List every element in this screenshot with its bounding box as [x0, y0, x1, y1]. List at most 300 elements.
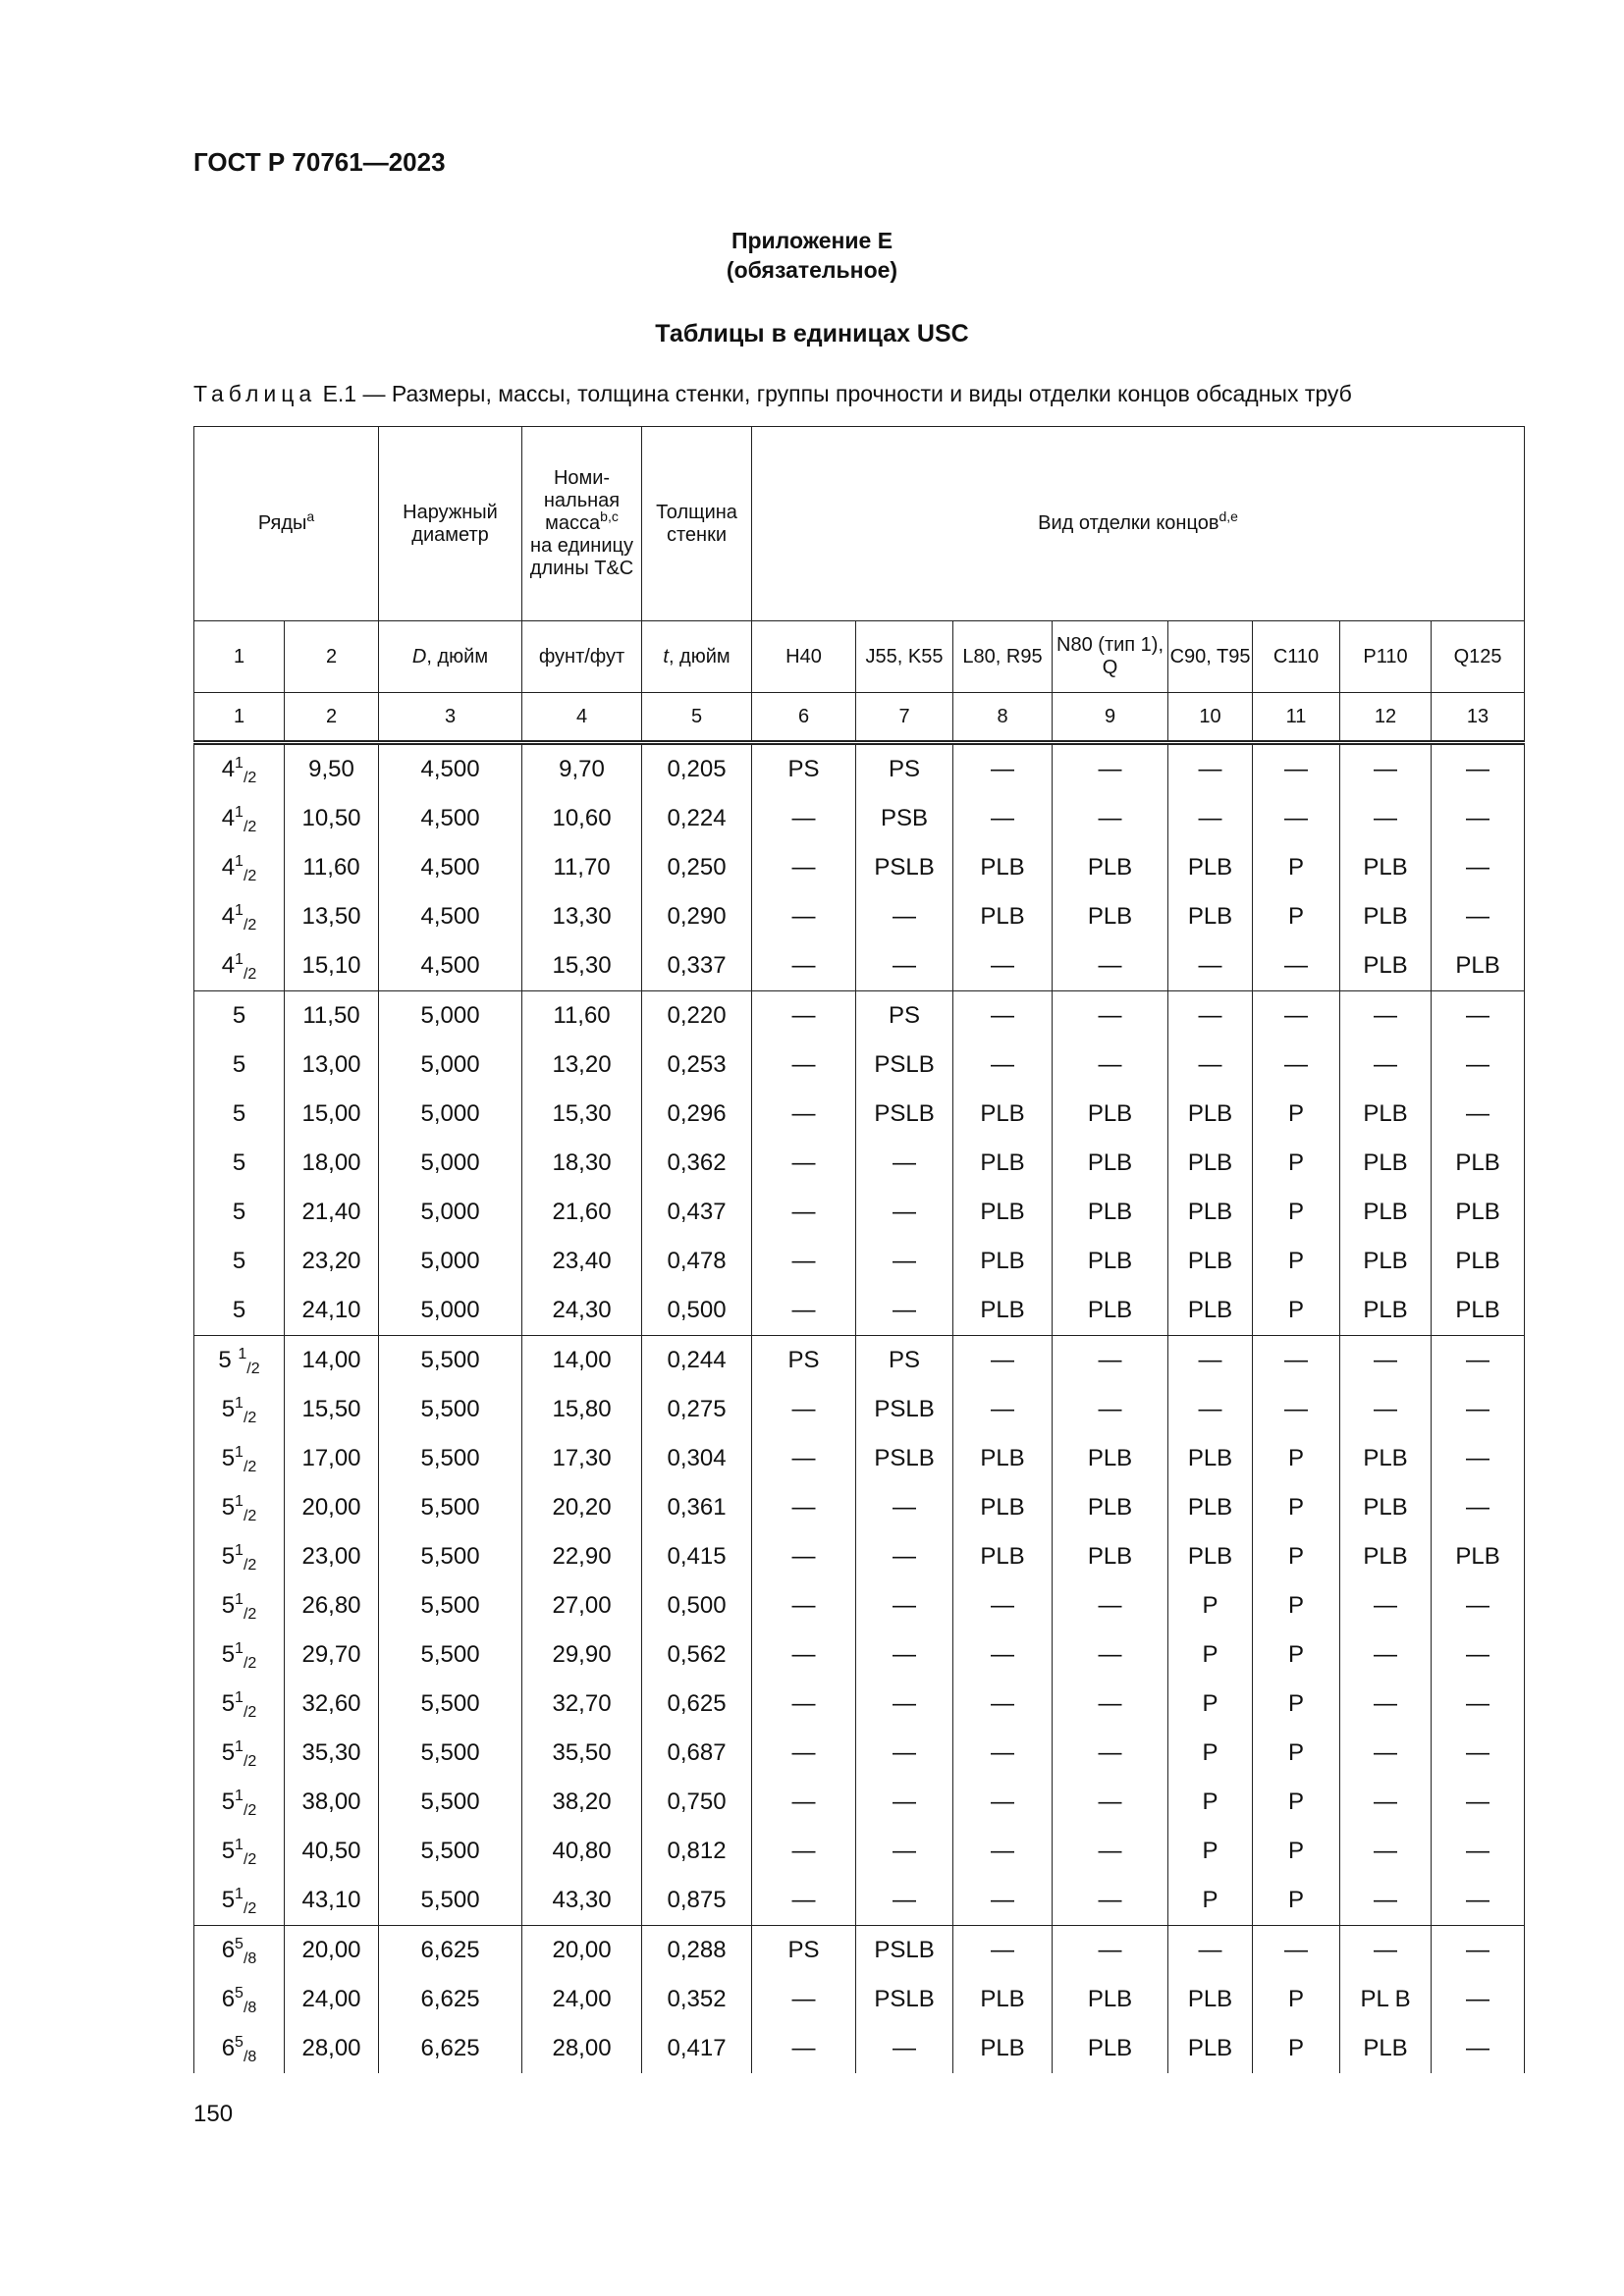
table-cell: 14,00: [285, 1336, 379, 1386]
table-cell: —: [1253, 1041, 1340, 1090]
table-cell: 11,50: [285, 991, 379, 1041]
table-cell: —: [1432, 1926, 1525, 1976]
table-cell: 6,625: [379, 2024, 522, 2073]
row-size-cell: 5: [194, 1090, 285, 1139]
table-cell: —: [1432, 1827, 1525, 1876]
table-cell: —: [752, 1876, 856, 1926]
table-cell: 5,000: [379, 1188, 522, 1237]
table-cell: P: [1253, 1483, 1340, 1532]
table-cell: PLB: [953, 1188, 1053, 1237]
row-size-cell: 5: [194, 1139, 285, 1188]
table-cell: 24,00: [285, 1975, 379, 2024]
table-cell: 5,500: [379, 1876, 522, 1926]
table-cell: 28,00: [522, 2024, 642, 2073]
table-cell: PLB: [1432, 1237, 1525, 1286]
table-cell: 0,304: [642, 1434, 752, 1483]
table-row: [194, 1286, 1525, 1336]
table-caption-prefix: Таблица: [193, 381, 317, 406]
table-cell: —: [953, 1827, 1053, 1876]
table-cell: 29,90: [522, 1630, 642, 1680]
table-cell: PLB: [1168, 1090, 1253, 1139]
table-cell: —: [752, 1286, 856, 1336]
table-cell: PLB: [1053, 1975, 1168, 2024]
table-cell: 26,80: [285, 1581, 379, 1630]
table-cell: 5,500: [379, 1581, 522, 1630]
table-cell: —: [1253, 1336, 1340, 1386]
row-size-cell: $4^1_{/2}$: [194, 892, 285, 941]
table-cell: 0,352: [642, 1975, 752, 2024]
header-finish-note: d,e: [1218, 508, 1238, 524]
table-cell: —: [752, 2024, 856, 2073]
table-row: [194, 1876, 1525, 1926]
table-cell: —: [856, 1581, 953, 1630]
table-cell: —: [1432, 1975, 1525, 2024]
table-cell: PLB: [953, 1237, 1053, 1286]
table-cell: 0,361: [642, 1483, 752, 1532]
table-cell: PLB: [953, 892, 1053, 941]
table-cell: P: [1253, 2024, 1340, 2073]
header2-cell: 2: [285, 621, 379, 693]
column-number: 10: [1168, 693, 1253, 743]
table-cell: 0,224: [642, 794, 752, 843]
table-cell: PLB: [1053, 1483, 1168, 1532]
table-row: [194, 941, 1525, 991]
table-cell: —: [752, 1680, 856, 1729]
table-cell: —: [856, 1237, 953, 1286]
column-number: 7: [856, 693, 953, 743]
table-cell: P: [1253, 1778, 1340, 1827]
row-size-cell: $4^1_{/2}$: [194, 843, 285, 892]
fraction-denominator: /2: [243, 1606, 257, 1623]
table-cell: P: [1253, 1827, 1340, 1876]
table-cell: —: [1432, 1778, 1525, 1827]
fraction-denominator: /8: [243, 2049, 257, 2065]
table-cell: —: [1340, 1778, 1432, 1827]
table-cell: 0,687: [642, 1729, 752, 1778]
table-cell: 38,20: [522, 1778, 642, 1827]
table-header-row-3: [194, 693, 1525, 743]
table-cell: P: [1253, 1729, 1340, 1778]
table-cell: PLB: [953, 1975, 1053, 2024]
table-row: [194, 1975, 1525, 2024]
table-row: [194, 1385, 1525, 1434]
table-cell: 0,205: [642, 743, 752, 795]
table-cell: P: [1168, 1827, 1253, 1876]
table-cell: PLB: [1053, 1090, 1168, 1139]
table-cell: PLB: [1340, 1286, 1432, 1336]
fraction-numerator: 5: [235, 2034, 244, 2051]
table-cell: —: [752, 1434, 856, 1483]
header-thickness: Толщина стенки: [642, 427, 752, 621]
table-cell: PSLB: [856, 1385, 953, 1434]
fraction-denominator: /8: [243, 1950, 257, 1967]
table-row: [194, 1680, 1525, 1729]
row-size-cell: $6^5_{/8}$: [194, 1975, 285, 2024]
row-size-cell: 5: [194, 1188, 285, 1237]
table-cell: —: [1432, 1876, 1525, 1926]
table-row: [194, 991, 1525, 1041]
fraction-numerator: 1: [235, 1542, 244, 1559]
table-cell: PLB: [1340, 843, 1432, 892]
table-cell: 5,000: [379, 1139, 522, 1188]
row-size-cell: $4^1_{/2}$: [194, 743, 285, 795]
row-size-cell: $5^1_{/2}$: [194, 1434, 285, 1483]
fraction-numerator: 1: [235, 1591, 244, 1608]
table-cell: —: [752, 1237, 856, 1286]
table-cell: —: [856, 1188, 953, 1237]
table-cell: —: [1053, 1680, 1168, 1729]
table-caption: [193, 381, 1352, 407]
table-cell: —: [856, 892, 953, 941]
table-cell: —: [953, 941, 1053, 991]
table-cell: —: [856, 1532, 953, 1581]
header-mass-note: b,c: [600, 508, 619, 524]
row-size-cell: $6^5_{/8}$: [194, 1926, 285, 1976]
fraction-numerator: 1: [235, 804, 244, 821]
table-cell: P: [1168, 1876, 1253, 1926]
section-title: Таблицы в единицах USC: [655, 320, 969, 347]
table-cell: —: [1053, 1581, 1168, 1630]
table-cell: PSLB: [856, 1090, 953, 1139]
table-cell: 0,288: [642, 1926, 752, 1976]
table-caption-text: Е.1 — Размеры, массы, толщина стенки, группы прочности и виды отделки концов обсадных труб: [322, 381, 1352, 406]
table-cell: PLB: [1340, 892, 1432, 941]
table-cell: —: [1340, 794, 1432, 843]
table-cell: —: [1432, 1090, 1525, 1139]
table-cell: —: [856, 1778, 953, 1827]
header2-cell: D, дюйм: [379, 621, 522, 693]
table-cell: PL B: [1340, 1975, 1432, 2024]
table-cell: PLB: [1053, 2024, 1168, 2073]
table-cell: 6,625: [379, 1926, 522, 1976]
table-row: [194, 1336, 1525, 1386]
table-cell: PLB: [953, 843, 1053, 892]
table-cell: —: [752, 1827, 856, 1876]
table-cell: —: [856, 1139, 953, 1188]
table-cell: 0,812: [642, 1827, 752, 1876]
table-row: [194, 1483, 1525, 1532]
table-cell: 0,337: [642, 941, 752, 991]
table-cell: —: [752, 1975, 856, 2024]
table-cell: —: [953, 1041, 1053, 1090]
table-cell: —: [953, 1680, 1053, 1729]
table-cell: 0,275: [642, 1385, 752, 1434]
table-row: [194, 1188, 1525, 1237]
table-cell: PLB: [1168, 892, 1253, 941]
table-cell: —: [1432, 1434, 1525, 1483]
column-number: 13: [1432, 693, 1525, 743]
column-number: 12: [1340, 693, 1432, 743]
fraction-numerator: 1: [235, 951, 244, 968]
table-cell: —: [856, 1286, 953, 1336]
table-cell: 11,70: [522, 843, 642, 892]
table-cell: —: [1053, 1876, 1168, 1926]
fraction-numerator: 5: [235, 1936, 244, 1952]
table-cell: PLB: [1168, 2024, 1253, 2073]
table-cell: —: [856, 1680, 953, 1729]
table-row: [194, 1041, 1525, 1090]
header-finish-label: Вид отделки концов: [1038, 512, 1219, 534]
table-cell: —: [1053, 1827, 1168, 1876]
column-number: 4: [522, 693, 642, 743]
table-cell: —: [1253, 941, 1340, 991]
table-cell: —: [1432, 1483, 1525, 1532]
table-cell: 5,500: [379, 1680, 522, 1729]
table-cell: —: [752, 1139, 856, 1188]
table-cell: 5,500: [379, 1385, 522, 1434]
table-header-row-1: [194, 427, 1525, 621]
table-row: [194, 794, 1525, 843]
table-cell: 13,30: [522, 892, 642, 941]
fraction-denominator: /2: [243, 917, 257, 934]
table-cell: 4,500: [379, 843, 522, 892]
table-cell: PLB: [1340, 941, 1432, 991]
fraction-denominator: /2: [243, 770, 257, 786]
row-size-cell: 5: [194, 1041, 285, 1090]
table-cell: 11,60: [522, 991, 642, 1041]
table-row: [194, 1581, 1525, 1630]
header-mass-rest: на единицу длины T&C: [529, 535, 634, 579]
table-cell: P: [1168, 1778, 1253, 1827]
table-cell: —: [953, 1385, 1053, 1434]
table-cell: 13,00: [285, 1041, 379, 1090]
table-cell: 13,50: [285, 892, 379, 941]
table-cell: —: [1340, 1041, 1432, 1090]
table-cell: 5,500: [379, 1778, 522, 1827]
table-cell: P: [1253, 1090, 1340, 1139]
table-cell: —: [1053, 1729, 1168, 1778]
table-cell: P: [1253, 1434, 1340, 1483]
table-cell: PLB: [1168, 843, 1253, 892]
column-number: 5: [642, 693, 752, 743]
table-cell: —: [752, 941, 856, 991]
table-cell: —: [856, 1827, 953, 1876]
table-cell: PLB: [1053, 843, 1168, 892]
table-cell: —: [1432, 743, 1525, 795]
table-cell: 32,60: [285, 1680, 379, 1729]
table-cell: PS: [752, 1926, 856, 1976]
table-cell: 4,500: [379, 794, 522, 843]
fraction-numerator: 1: [235, 1493, 244, 1510]
table-cell: 28,00: [285, 2024, 379, 2073]
fraction-denominator: /2: [243, 1753, 257, 1770]
table-cell: 23,40: [522, 1237, 642, 1286]
table-row: [194, 1778, 1525, 1827]
fraction-denominator: /2: [243, 868, 257, 884]
table-cell: 13,20: [522, 1041, 642, 1090]
table-cell: P: [1253, 843, 1340, 892]
table-row: [194, 892, 1525, 941]
column-number: 1: [194, 693, 285, 743]
row-size-cell: $5^1_{/2}$: [194, 1483, 285, 1532]
row-size-cell: $5^1_{/2}$: [194, 1729, 285, 1778]
table-cell: —: [1253, 1926, 1340, 1976]
fraction-numerator: 1: [235, 1837, 244, 1853]
header2-cell: фунт/фут: [522, 621, 642, 693]
row-size-cell: $5^1_{/2}$: [194, 1876, 285, 1926]
table-cell: —: [1053, 1336, 1168, 1386]
table-cell: P: [1253, 1188, 1340, 1237]
table-cell: PLB: [953, 2024, 1053, 2073]
table-cell: —: [953, 1876, 1053, 1926]
table-cell: —: [1168, 743, 1253, 795]
header2-cell: C90, T95: [1168, 621, 1253, 693]
row-size-cell: 5: [194, 991, 285, 1041]
fraction-denominator: /2: [243, 1508, 257, 1524]
table-cell: 0,417: [642, 2024, 752, 2073]
table-cell: P: [1253, 1139, 1340, 1188]
table-cell: P: [1253, 1975, 1340, 2024]
table-cell: 4,500: [379, 892, 522, 941]
row-size-cell: $5^1_{/2}$: [194, 1581, 285, 1630]
table-cell: 15,10: [285, 941, 379, 991]
fraction-denominator: /2: [246, 1361, 260, 1377]
header2-cell: H40: [752, 621, 856, 693]
fraction-denominator: /2: [243, 1851, 257, 1868]
table-cell: 40,50: [285, 1827, 379, 1876]
table-cell: —: [1340, 1827, 1432, 1876]
header2-cell: L80, R95: [953, 621, 1053, 693]
fraction-numerator: 1: [235, 902, 244, 919]
table-cell: 40,80: [522, 1827, 642, 1876]
table-cell: —: [1168, 794, 1253, 843]
header2-cell: t, дюйм: [642, 621, 752, 693]
fraction-denominator: /2: [243, 1557, 257, 1574]
table-cell: 5,000: [379, 1237, 522, 1286]
fraction-numerator: 1: [235, 1886, 244, 1902]
row-size-cell: $5^1_{/2}$: [194, 1827, 285, 1876]
table-cell: 5,500: [379, 1729, 522, 1778]
table-cell: 17,30: [522, 1434, 642, 1483]
row-size-cell: $5^1_{/2}$: [194, 1385, 285, 1434]
table-cell: 15,80: [522, 1385, 642, 1434]
table-cell: 0,253: [642, 1041, 752, 1090]
table-cell: P: [1168, 1630, 1253, 1680]
fraction-denominator: /2: [243, 1655, 257, 1672]
table-cell: —: [856, 2024, 953, 2073]
table-cell: PLB: [953, 1090, 1053, 1139]
table-cell: 4,500: [379, 941, 522, 991]
table-row: [194, 1532, 1525, 1581]
fraction-numerator: 5: [235, 1985, 244, 2002]
table-cell: P: [1253, 1680, 1340, 1729]
table-cell: —: [1340, 1729, 1432, 1778]
table-cell: 18,00: [285, 1139, 379, 1188]
table-cell: —: [752, 991, 856, 1041]
table-cell: PS: [856, 743, 953, 795]
row-size-cell: $5^1_{/2}$: [194, 1532, 285, 1581]
table-cell: PS: [752, 1336, 856, 1386]
table-cell: —: [1168, 1336, 1253, 1386]
table-cell: —: [752, 1532, 856, 1581]
table-cell: 0,437: [642, 1188, 752, 1237]
table-cell: —: [1432, 892, 1525, 941]
table-cell: P: [1168, 1729, 1253, 1778]
table-row: [194, 1434, 1525, 1483]
table-row: [194, 1139, 1525, 1188]
table-row: [194, 1090, 1525, 1139]
table-cell: PLB: [1168, 1286, 1253, 1336]
table-cell: PLB: [1432, 1188, 1525, 1237]
table-cell: —: [752, 794, 856, 843]
table-cell: 11,60: [285, 843, 379, 892]
table-cell: P: [1253, 892, 1340, 941]
table-row: [194, 1630, 1525, 1680]
table-cell: —: [1053, 991, 1168, 1041]
table-cell: PLB: [1340, 1483, 1432, 1532]
table-cell: P: [1253, 1876, 1340, 1926]
table-cell: PLB: [1432, 1532, 1525, 1581]
table-cell: 5,500: [379, 1483, 522, 1532]
table-cell: —: [1053, 941, 1168, 991]
table-cell: —: [1432, 843, 1525, 892]
header2-cell: Q125: [1432, 621, 1525, 693]
table-cell: —: [1432, 2024, 1525, 2073]
table-cell: 0,250: [642, 843, 752, 892]
table-cell: 5,500: [379, 1434, 522, 1483]
fraction-denominator: /2: [243, 1802, 257, 1819]
fraction-numerator: 1: [235, 1689, 244, 1706]
table-cell: 5,000: [379, 991, 522, 1041]
table-cell: 24,30: [522, 1286, 642, 1336]
table-cell: 35,50: [522, 1729, 642, 1778]
table-cell: —: [752, 1188, 856, 1237]
table-cell: —: [1432, 991, 1525, 1041]
fraction-denominator: /2: [243, 1459, 257, 1475]
table-row: [194, 1827, 1525, 1876]
table-cell: —: [856, 1876, 953, 1926]
table-cell: —: [1432, 1729, 1525, 1778]
table-cell: —: [1053, 1385, 1168, 1434]
table-cell: —: [1432, 1385, 1525, 1434]
table-cell: 23,20: [285, 1237, 379, 1286]
table-cell: PSLB: [856, 1434, 953, 1483]
table-row: [194, 1926, 1525, 1976]
row-size-cell: $6^5_{/8}$: [194, 2024, 285, 2073]
fraction-numerator: 1: [235, 755, 244, 772]
table-cell: —: [953, 1926, 1053, 1976]
header-diameter: Наружный диаметр: [379, 427, 522, 621]
table-cell: PSLB: [856, 1041, 953, 1090]
fraction-numerator: 1: [235, 1738, 244, 1755]
table-cell: —: [1053, 743, 1168, 795]
table-cell: P: [1168, 1680, 1253, 1729]
table-cell: 5,000: [379, 1286, 522, 1336]
table-cell: PLB: [1053, 1532, 1168, 1581]
table-cell: PLB: [1168, 1434, 1253, 1483]
table-cell: PLB: [1053, 1286, 1168, 1336]
table-cell: —: [752, 1483, 856, 1532]
table-cell: 5,500: [379, 1630, 522, 1680]
annex-type: (обязательное): [726, 257, 898, 283]
table-cell: PLB: [1340, 1434, 1432, 1483]
fraction-denominator: /2: [243, 966, 257, 983]
table-cell: PLB: [953, 1483, 1053, 1532]
table-cell: —: [752, 1385, 856, 1434]
table-cell: —: [1340, 1336, 1432, 1386]
table-cell: —: [1432, 1630, 1525, 1680]
table-cell: PLB: [953, 1139, 1053, 1188]
table-cell: P: [1253, 1532, 1340, 1581]
header2-cell: P110: [1340, 621, 1432, 693]
table-cell: 43,10: [285, 1876, 379, 1926]
table-cell: 0,290: [642, 892, 752, 941]
row-size-cell: 5 $^1_{/2}$: [194, 1336, 285, 1386]
table-cell: PLB: [1340, 1090, 1432, 1139]
table-cell: PS: [752, 743, 856, 795]
column-number: 9: [1053, 693, 1168, 743]
table-cell: —: [752, 1090, 856, 1139]
